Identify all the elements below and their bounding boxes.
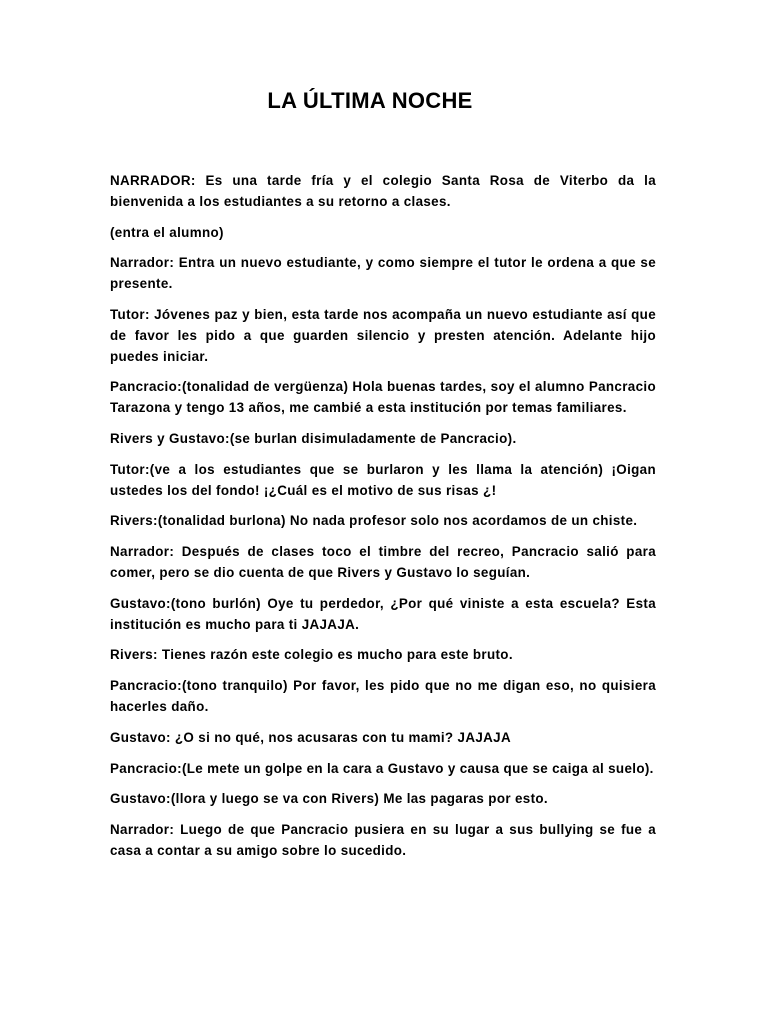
- paragraph-stage-direction: (entra el alumno): [110, 224, 224, 240]
- paragraph-narrador-ending: Narrador: Luego de que Pancracio pusiera en su lugar a sus bullying se fue a casa a contar a su amigo sobre lo sucedido.: [110, 822, 656, 858]
- paragraph-pancracio-introduction: Pancracio:(tonalidad de vergüenza) Hola buenas tardes, soy el alumno Pancracio Tarazona y tengo 13 años, me cambié a esta institución por temas familiares.: [110, 379, 656, 416]
- paragraph-rivers-reply: Rivers:(tonalidad burlona) No nada profesor solo nos acordamos de un chiste.: [110, 513, 638, 529]
- paragraph-rivers-taunt: Rivers: Tienes razón este colegio es mucho para este bruto.: [110, 647, 513, 663]
- paragraph-tutor-reprimand: Tutor:(ve a los estudiantes que se burlaron y les llama la atención) ¡Oigan ustedes los del fondo! ¡¿Cuál es el motivo de sus risas ¿!: [110, 461, 656, 498]
- paragraph-gustavo-leaves: Gustavo:(llora y luego se va con Rivers) Me las pagaras por esto.: [110, 791, 548, 807]
- paragraph-pancracio-warning: Pancracio:(tono tranquilo) Por favor, les pido que no me digan eso, no quisiera hacerles daño.: [110, 678, 656, 714]
- paragraph-gustavo-taunt: Gustavo:(tono burlón) Oye tu perdedor, ¿Por qué viniste a esta escuela? Esta institución es mucho para ti JAJAJA.: [110, 595, 656, 632]
- paragraph-narrador-recess: Narrador: Después de clases toco el timbre del recreo, Pancracio salió para comer, pero se dio cuenta de que Rivers y Gustavo lo seguían.: [110, 544, 656, 580]
- document-title: LA ÚLTIMA NOCHE: [267, 88, 473, 113]
- paragraph-narrador-new-student: Narrador: Entra un nuevo estudiante, y como siempre el tutor le ordena a que se presente.: [110, 255, 656, 292]
- paragraph-narrador-intro: NARRADOR: Es una tarde fría y el colegio Santa Rosa de Viterbo da la bienvenida a los estudiantes a su retorno a clases.: [110, 173, 656, 209]
- document-body: [110, 171, 656, 872]
- paragraph-gustavo-mami: Gustavo: ¿O si no qué, nos acusaras con tu mami? JAJAJA: [110, 729, 511, 745]
- paragraph-pancracio-punch: Pancracio:(Le mete un golpe en la cara a Gustavo y causa que se caiga al suelo).: [110, 760, 654, 776]
- paragraph-tutor-welcome: Tutor: Jóvenes paz y bien, esta tarde nos acompaña un nuevo estudiante así que de favor les pido a que guarden silencio y presten atención. Adelante hijo puedes iniciar.: [110, 306, 656, 364]
- paragraph-rivers-gustavo-mock: Rivers y Gustavo:(se burlan disimuladamente de Pancracio).: [110, 430, 517, 446]
